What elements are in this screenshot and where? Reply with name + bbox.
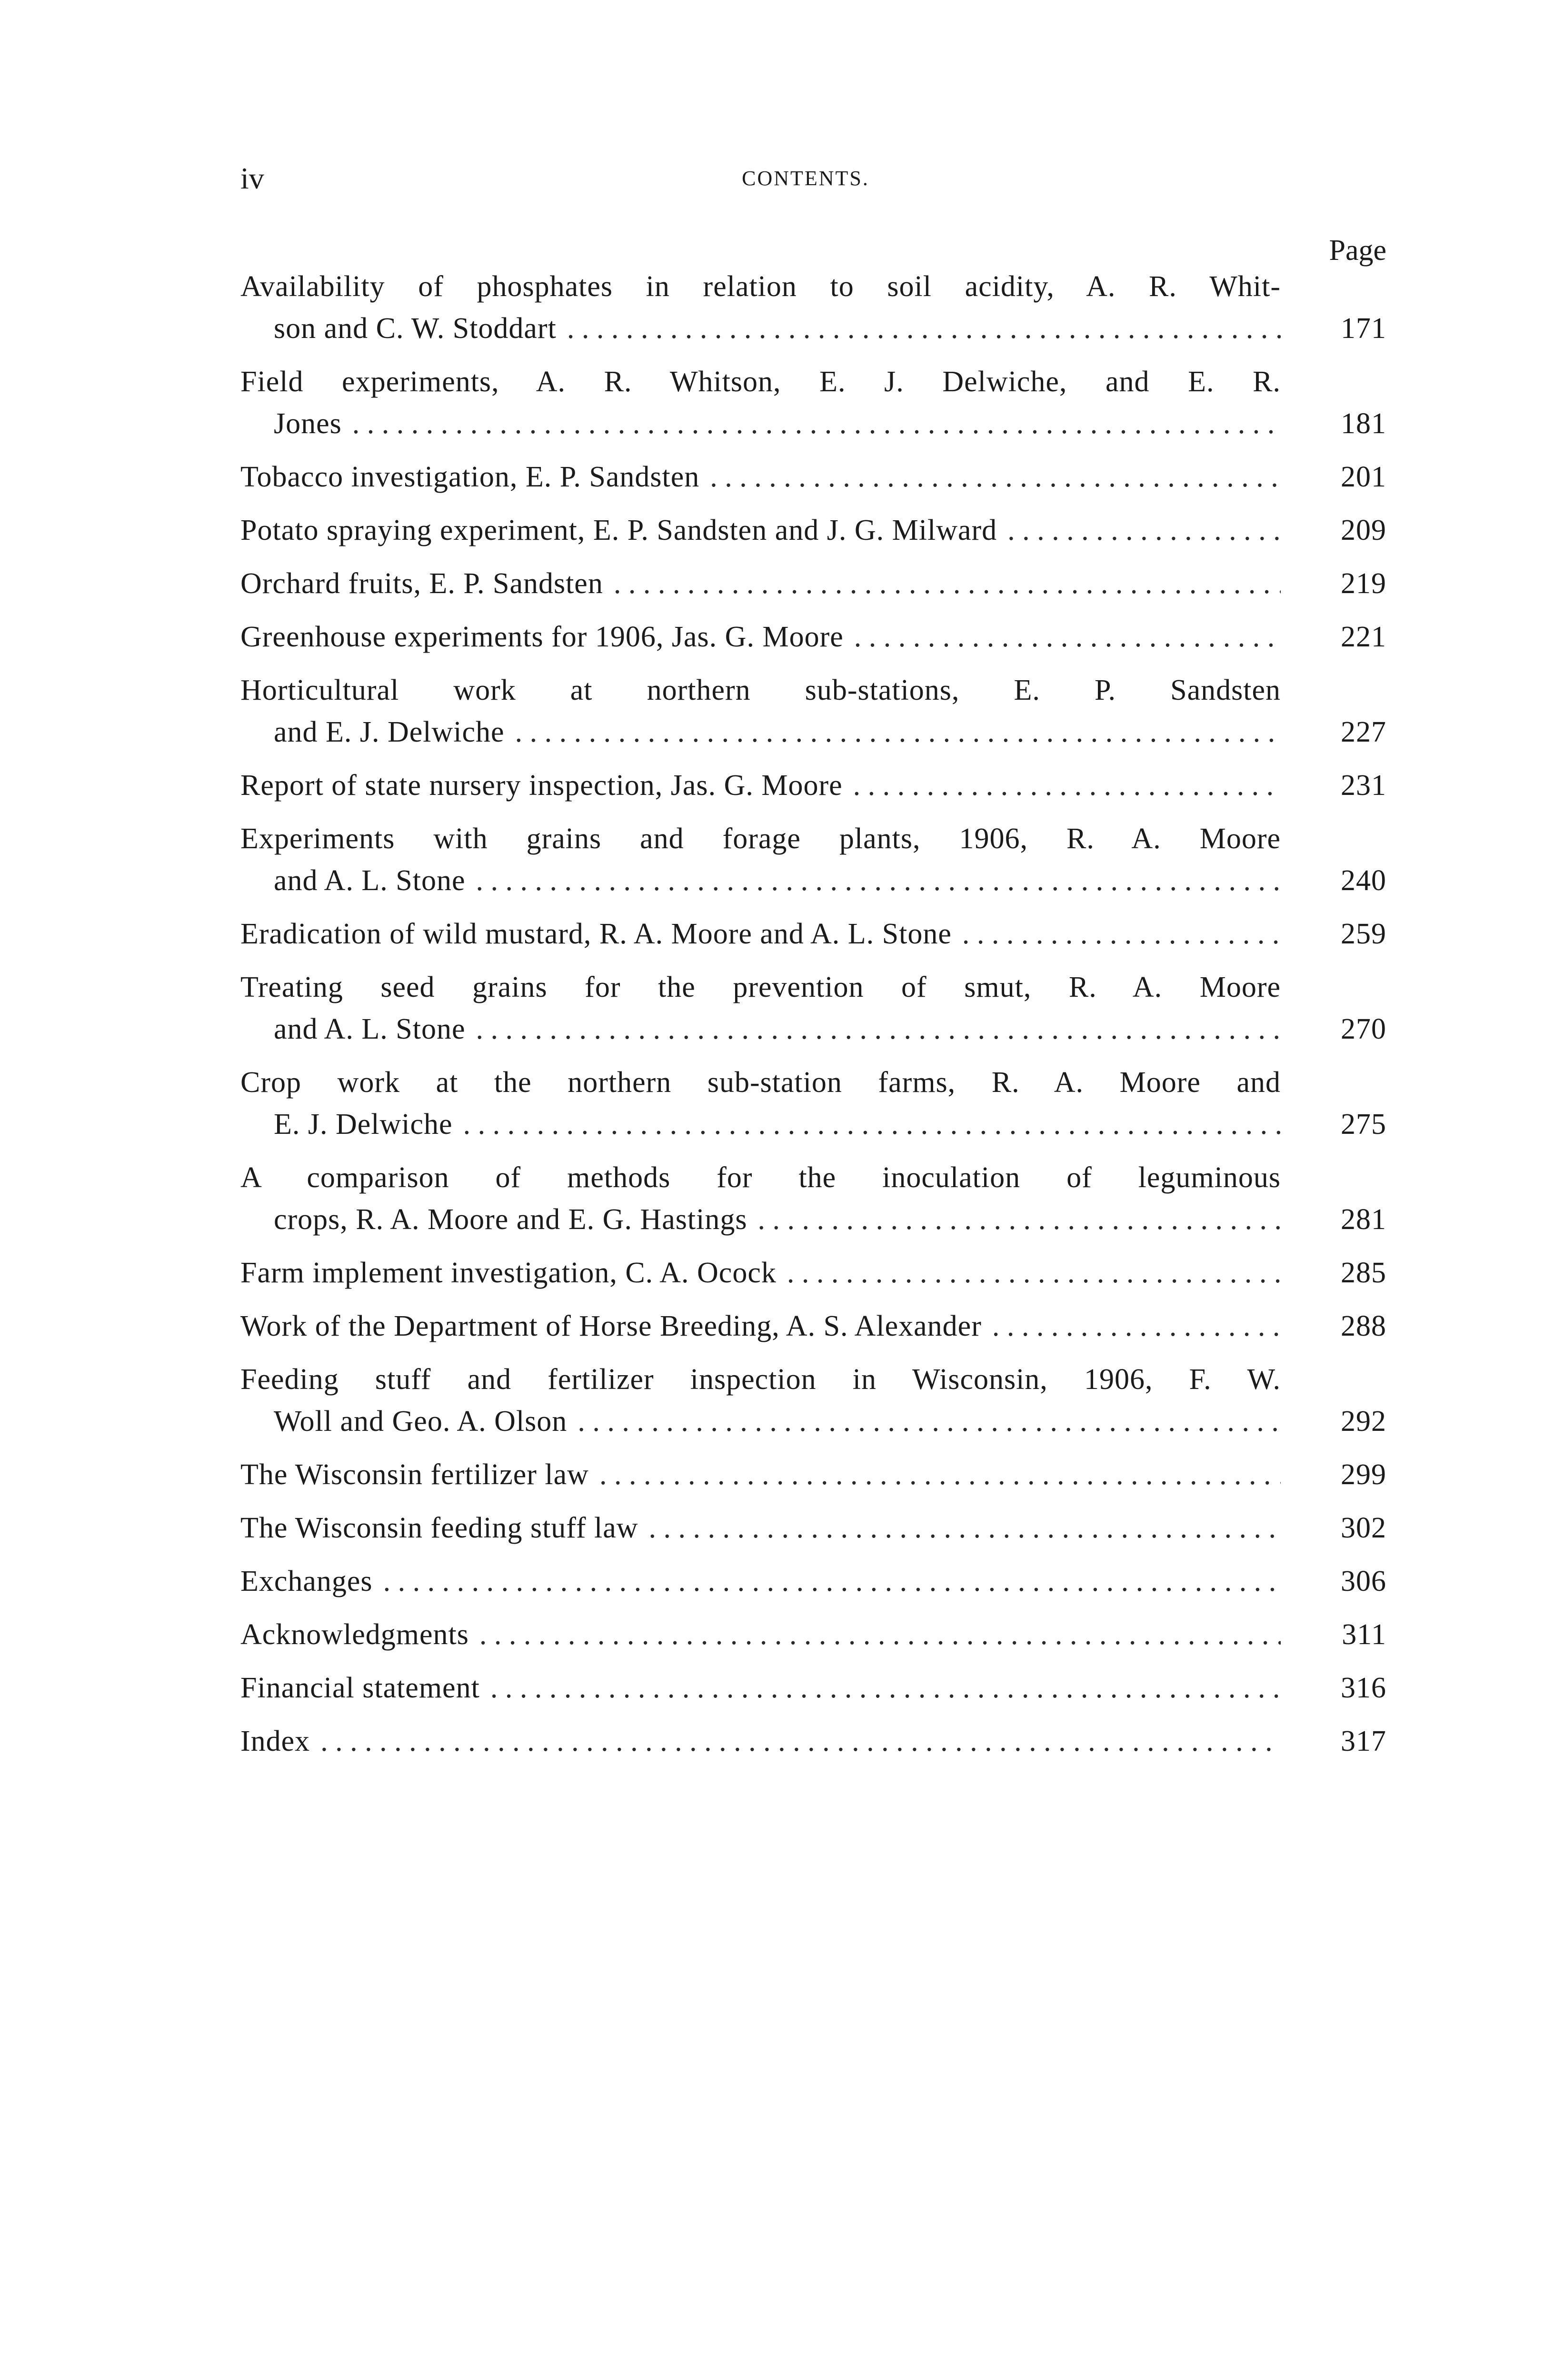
- dot-leader: [505, 711, 1281, 753]
- toc-entry-page-number: 306: [1341, 1565, 1386, 1597]
- toc-entry: [240, 1454, 1386, 1496]
- dot-leader: [699, 456, 1281, 498]
- toc-entry-title: Work of the Department of Horse Breeding, A. S. Alexander: [240, 1310, 982, 1342]
- toc-entry: [240, 1507, 1386, 1549]
- toc-entry-page-number: 227: [1341, 716, 1386, 748]
- toc-entry-title: Farm implement investigation, C. A. Ocock: [240, 1257, 777, 1289]
- toc-entry-title: Exchanges: [240, 1565, 373, 1597]
- dot-leader: [557, 307, 1281, 349]
- toc-entry-page-number: 299: [1341, 1458, 1386, 1491]
- toc-entry: [240, 616, 1386, 658]
- dot-leader: [465, 1008, 1281, 1050]
- toc-entry: [240, 509, 1386, 551]
- toc-entry-title: Eradication of wild mustard, R. A. Moore and A. L. Stone: [240, 918, 952, 950]
- toc-entry-page-number: 288: [1341, 1310, 1386, 1342]
- toc-entry: [240, 1359, 1386, 1442]
- toc-entry-title: crops, R. A. Moore and E. G. Hastings: [274, 1203, 747, 1236]
- toc-entry-title-line: Experiments with grains and forage plants, 1906, R. A. Moore: [240, 823, 1281, 855]
- toc-entry-title: The Wisconsin fertilizer law: [240, 1458, 589, 1491]
- toc-entry-title: Acknowledgments: [240, 1618, 469, 1651]
- toc-entry-page-number: 316: [1341, 1672, 1386, 1704]
- toc-entry-page-number: 317: [1341, 1725, 1386, 1757]
- toc-entry-title: Woll and Geo. A. Olson: [274, 1405, 568, 1438]
- toc-entry-page-number: 201: [1341, 461, 1386, 493]
- toc-entry: [240, 456, 1386, 498]
- toc-entry: [240, 1157, 1386, 1240]
- toc-entry-title-line: Availability of phosphates in relation to soil acidity, A. R. Whit-: [240, 270, 1281, 303]
- toc-entry-title: Financial statement: [240, 1672, 480, 1704]
- toc-entry: [240, 1061, 1386, 1145]
- toc-entry: [240, 818, 1386, 902]
- dot-leader: [603, 563, 1281, 605]
- toc-entry-page-number: 231: [1341, 769, 1386, 802]
- toc-entry-page-number: 171: [1341, 312, 1386, 345]
- toc-entry-page-number: 302: [1341, 1512, 1386, 1544]
- toc-entry-title: Potato spraying experiment, E. P. Sandsten and J. G. Milward: [240, 514, 997, 546]
- toc-entry-page-number: 219: [1341, 567, 1386, 600]
- toc-entry-page-number: 259: [1341, 918, 1386, 950]
- toc-entry-page-number: 221: [1341, 621, 1386, 653]
- toc-entry-title: Index: [240, 1725, 310, 1757]
- toc-entry: [240, 1560, 1386, 1602]
- toc-entry-title: The Wisconsin feeding stuff law: [240, 1512, 638, 1544]
- dot-leader: [747, 1199, 1281, 1240]
- toc-entry: [240, 669, 1386, 753]
- toc-entry-page-number: 285: [1341, 1257, 1386, 1289]
- toc-entry: [240, 563, 1386, 605]
- page-number: iv: [240, 161, 264, 195]
- toc-entry-title-line: Horticultural work at northern sub-stations, E. P. Sandsten: [240, 674, 1281, 706]
- dot-leader: [342, 403, 1281, 445]
- toc-entry-title: and A. L. Stone: [274, 864, 466, 897]
- dot-leader: [589, 1454, 1281, 1496]
- toc-entry: [240, 266, 1386, 349]
- toc-entry: [240, 361, 1386, 445]
- dot-leader: [638, 1507, 1281, 1549]
- toc-entry-page-number: 275: [1341, 1108, 1386, 1140]
- toc-entry-title-line: Feeding stuff and fertilizer inspection in Wisconsin, 1906, F. W.: [240, 1363, 1281, 1396]
- dot-leader: [777, 1252, 1281, 1294]
- dot-leader: [480, 1667, 1281, 1709]
- toc-entry-title: Orchard fruits, E. P. Sandsten: [240, 567, 603, 600]
- table-of-contents: [240, 266, 1386, 1762]
- dot-leader: [567, 1400, 1281, 1442]
- toc-entry-page-number: 292: [1341, 1405, 1386, 1438]
- toc-entry-title: and E. J. Delwiche: [274, 716, 505, 748]
- toc-entry-title: E. J. Delwiche: [274, 1108, 453, 1140]
- dot-leader: [373, 1560, 1281, 1602]
- toc-entry-title: Greenhouse experiments for 1906, Jas. G. Moore: [240, 621, 844, 653]
- toc-entry: [240, 1252, 1386, 1294]
- toc-entry-title-line: Field experiments, A. R. Whitson, E. J. Delwiche, and E. R.: [240, 366, 1281, 398]
- toc-entry: [240, 913, 1386, 955]
- running-head: CONTENTS.: [742, 167, 869, 190]
- toc-entry: [240, 1305, 1386, 1347]
- toc-entry-title: Report of state nursery inspection, Jas. G. Moore: [240, 769, 843, 802]
- toc-entry-title-line: Treating seed grains for the prevention of smut, R. A. Moore: [240, 971, 1281, 1003]
- dot-leader: [952, 913, 1281, 955]
- toc-entry: [240, 1667, 1386, 1709]
- dot-leader: [997, 509, 1281, 551]
- toc-entry-page-number: 311: [1342, 1618, 1386, 1651]
- toc-entry-title: Tobacco investigation, E. P. Sandsten: [240, 461, 700, 493]
- toc-entry-page-number: 209: [1341, 514, 1386, 546]
- toc-entry-title-line: A comparison of methods for the inoculation of leguminous: [240, 1161, 1281, 1194]
- dot-leader: [453, 1103, 1281, 1145]
- toc-entry-title: son and C. W. Stoddart: [274, 312, 557, 345]
- toc-entry: [240, 966, 1386, 1050]
- dot-leader: [310, 1720, 1281, 1762]
- toc-entry-page-number: 181: [1341, 407, 1386, 440]
- dot-leader: [465, 860, 1281, 902]
- toc-entry-page-number: 281: [1341, 1203, 1386, 1236]
- toc-entry-page-number: 270: [1341, 1013, 1386, 1045]
- toc-entry: [240, 1720, 1386, 1762]
- page-column-label: Page: [1329, 234, 1386, 267]
- toc-entry: [240, 1614, 1386, 1656]
- toc-entry-title: and A. L. Stone: [274, 1013, 466, 1045]
- dot-leader: [982, 1305, 1281, 1347]
- dot-leader: [843, 764, 1281, 806]
- dot-leader: [844, 616, 1281, 658]
- toc-entry-title-line: Crop work at the northern sub-station farms, R. A. Moore and: [240, 1066, 1281, 1099]
- toc-entry-page-number: 240: [1341, 864, 1386, 897]
- toc-entry-title: Jones: [274, 407, 342, 440]
- toc-entry: [240, 764, 1386, 806]
- dot-leader: [469, 1614, 1281, 1656]
